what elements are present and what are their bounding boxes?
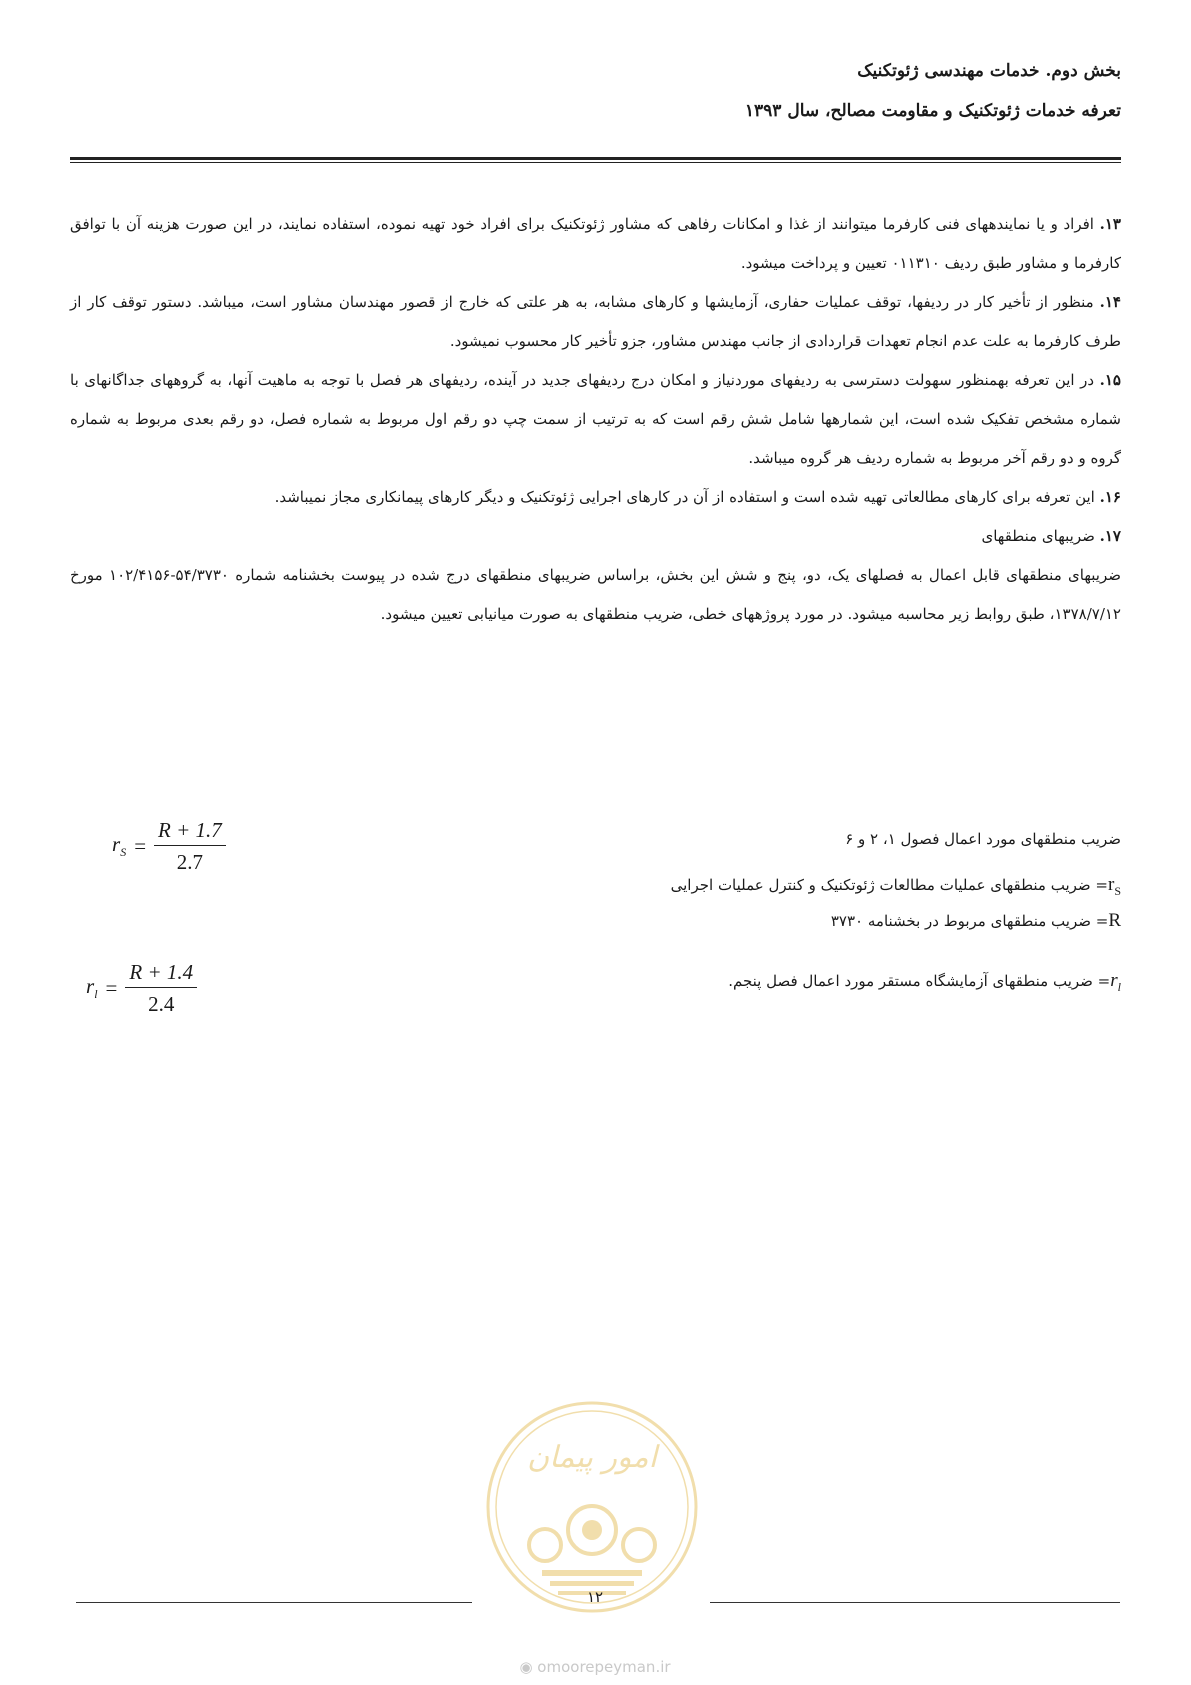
definition-r-symbol: R	[1108, 910, 1121, 931]
watermark-url: ◉ omoorepeyman.ir	[519, 1658, 671, 1676]
paragraph-17	[70, 517, 1121, 556]
formula-rl-numerator: R + 1.4	[125, 960, 197, 988]
paragraph-number: ۱۴.	[1099, 293, 1121, 311]
formula-rl-denominator: 2.4	[148, 992, 175, 1016]
paragraph-text: این تعرفه برای کارهای مطالعاتی تهیه شده است و استفاده از آن در کارهای اجرایی ژئوتکنیک و دیگر کارهای پیمانکاری مجاز نمیباشد.	[274, 488, 1095, 506]
header-rule-thick	[70, 157, 1121, 160]
definition-rs	[671, 874, 1121, 899]
header-rule-thin	[70, 162, 1121, 163]
formula-rs-denominator: 2.7	[176, 850, 204, 874]
watermark-seal-icon	[480, 1395, 705, 1620]
formula-rs-lhs-sub: S	[120, 845, 127, 860]
formula-rs: $r_S$ = $\frac{R + 1.7}{2.7}$	[112, 818, 226, 875]
paragraph-15	[70, 361, 1121, 478]
definition-r	[831, 910, 1121, 932]
paragraph-number: ۱۵.	[1099, 371, 1121, 389]
header-section-title: بخش دوم. خدمات مهندسی ژئوتکنیک	[857, 61, 1121, 81]
definition-rl-symbol-sub: l	[1117, 979, 1121, 994]
definition-rl-text: = ضریب منطقهای آزمایشگاه مستقر مورد اعمال فصل پنجم.	[728, 972, 1111, 990]
paragraph-17-body: ضریبهای منطقهای قابل اعمال به فصلهای یک، دو، پنج و شش این بخش، براساس ضریبهای منطقهای درج شده در پیوست بخشنامه شماره ۵۴/۳۷۳۰-۱۰۲/۴۱۵۶ مورخ ۱۳۷۸/۷/۱۲، طبق روابط زیر محاسبه میشود. در مورد پروژههای خطی، ضریب منطقهای به صورت میانیابی تعیین میشود.	[70, 566, 1121, 623]
footer-rule-right	[710, 1602, 1120, 1603]
definition-r-text: = ضریب منطقهای مربوط در بخشنامه ۳۷۳۰	[830, 912, 1109, 930]
paragraph-number: ۱۶.	[1099, 488, 1121, 506]
footer-rule-left	[76, 1602, 472, 1603]
formula-rl-lhs: r	[86, 974, 95, 999]
header-document-title: تعرفه خدمات ژئوتکنیک و مقاومت مصالح، سال ۱۳۹۳	[744, 101, 1121, 121]
formula-rs-numerator: R + 1.7	[154, 818, 226, 846]
formula-block	[70, 818, 1121, 1028]
formula-rs-lhs: r	[112, 832, 121, 857]
definition-rs-symbol: r	[1107, 874, 1115, 895]
definition-rs-text: = ضریب منطقهای عملیات مطالعات ژئوتکنیک و کنترل عملیات اجرایی	[670, 876, 1108, 894]
page-header	[71, 60, 1121, 122]
formula-rl-lhs-sub: l	[94, 987, 98, 1002]
definition-rl	[728, 970, 1121, 995]
paragraph-number: ۱۷.	[1099, 527, 1121, 545]
watermark-seal-text: امور پیمان	[527, 1440, 657, 1475]
paragraph-text: منظور از تأخیر کار در ردیفها، توقف عملیات حفاری، آزمایشها و کارهای مشابه، به هر علتی که خارج از قصور مهندسان مشاور است، میباشد. دستور توقف کار از طرف کارفرما به علت عدم انجام تعهدات قراردادی از جانب مهندس مشاور، جزو تأخیر کار محسوب نمیشود.	[70, 293, 1121, 350]
page-number: ۱۲	[586, 1588, 604, 1606]
formula-1-label: ضریب منطقهای مورد اعمال فصول ۱، ۲ و ۶	[845, 830, 1121, 848]
paragraph-number: ۱۳.	[1099, 215, 1121, 233]
definition-rl-symbol: r	[1110, 970, 1118, 991]
paragraph-text: در این تعرفه بهمنظور سهولت دسترسی به ردیفهای موردنیاز و امکان درج ردیفهای جدید در آینده، ردیفهای هر فصل با توجه به ماهیت آنها، به گروههای جداگانهای با شماره مشخص تفکیک شده است، این شمارهها شامل شش رقم است که به ترتیب از سمت چپ دو رقم اول مربوط به شماره فصل، دو رقم بعدی مربوط به شماره گروه و دو رقم آخر مربوط به شماره ردیف هر گروه میباشد.	[70, 371, 1121, 467]
definition-rs-symbol-sub: S	[1114, 883, 1121, 898]
paragraph-14	[70, 283, 1121, 361]
paragraph-text: افراد و یا نمایندههای فنی کارفرما میتوانند از غذا و امکانات رفاهی که مشاور ژئوتکنیک برای افراد خود تهیه نموده، استفاده نمایند، در این صورت هزینه آن با توافق کارفرما و مشاور طبق ردیف ۰۱۱۳۱۰ تعیین و پرداخت میشود.	[70, 215, 1121, 272]
paragraph-13	[70, 205, 1121, 283]
formula-rl: $r_l$ = $\frac{R + 1.4}{2.4}$	[86, 960, 197, 1017]
body-text	[70, 205, 1121, 634]
paragraph-heading: ضریبهای منطقهای	[981, 527, 1095, 545]
paragraph-16	[70, 478, 1121, 517]
